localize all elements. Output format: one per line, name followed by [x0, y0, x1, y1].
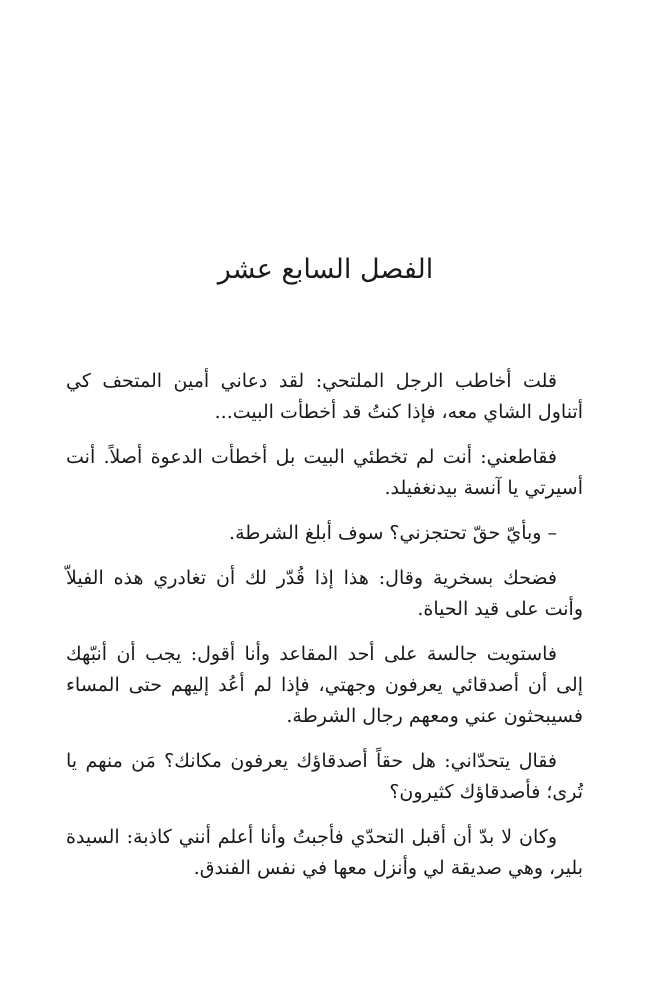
paragraph-7: وكان لا بدّ أن أقبل التحدّي فأجبتُ وأنا أعلم أنني كاذبة: السيدة بلير، وهي صديقة لي وأنزل معها في نفس الفندق.	[66, 826, 583, 879]
paragraph-2: فقاطعني: أنت لم تخطئي البيت بل أخطأت الدعوة أصلاً. أنت أسيرتي يا آنسة بيدنغفيلد.	[66, 446, 583, 499]
paragraph-3: – وبأيّ حقّ تحتجزني؟ سوف أبلغ الشرطة.	[229, 522, 557, 544]
chapter-title: الفصل السابع عشر	[217, 254, 434, 285]
paragraph-1: قلت أخاطب الرجل الملتحي: لقد دعاني أمين المتحف كي أتناول الشاي معه، فإذا كنتُ قد أخطأت البيت...	[66, 370, 583, 423]
chapter-text	[66, 366, 583, 898]
paragraph-5: فاستويت جالسة على أحد المقاعد وأنا أقول: يجب أن أنبّهك إلى أن أصدقائي يعرفون وجهتي، فإذا لم أعُد إليهم حتى المساء فسيبحثون عني ومعهم رجال الشرطة.	[66, 643, 583, 727]
paragraph-6: فقال يتحدّاني: هل حقاً أصدقاؤك يعرفون مكانك؟ مَن منهم يا تُرى؛ فأصدقاؤك كثيرون؟	[66, 750, 583, 803]
paragraph-4: فضحك بسخرية وقال: هذا إذا قُدّر لك أن تغادري هذه الفيلاّ وأنت على قيد الحياة.	[66, 567, 583, 620]
